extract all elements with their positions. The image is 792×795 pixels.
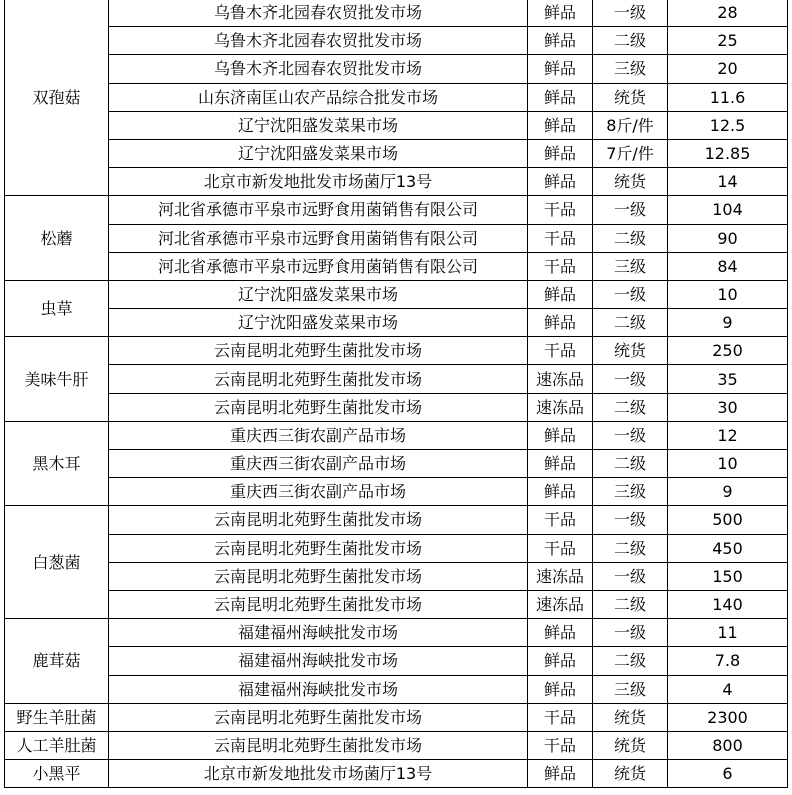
table-row	[5, 506, 788, 534]
form-cell: 鲜品	[528, 139, 593, 167]
price-cell: 150	[668, 562, 788, 590]
grade-cell: 一级	[593, 365, 668, 393]
table-row	[5, 703, 788, 731]
form-cell: 速冻品	[528, 562, 593, 590]
price-cell: 28	[668, 0, 788, 27]
table-row	[5, 83, 788, 111]
grade-cell: 一级	[593, 562, 668, 590]
table-row	[5, 27, 788, 55]
market-cell: 乌鲁木齐北园春农贸批发市场	[109, 0, 528, 27]
market-cell: 福建福州海峡批发市场	[109, 647, 528, 675]
market-cell: 河北省承德市平泉市远野食用菌销售有限公司	[109, 252, 528, 280]
form-cell: 干品	[528, 731, 593, 759]
price-cell: 250	[668, 337, 788, 365]
grade-cell: 二级	[593, 393, 668, 421]
table-body	[5, 0, 788, 788]
grade-cell: 二级	[593, 590, 668, 618]
grade-cell: 二级	[593, 224, 668, 252]
table-row	[5, 0, 788, 27]
table-row	[5, 55, 788, 83]
price-cell: 104	[668, 196, 788, 224]
price-cell: 12	[668, 421, 788, 449]
market-cell: 乌鲁木齐北园春农贸批发市场	[109, 27, 528, 55]
mushroom-name-cell: 美味牛肝	[5, 337, 109, 422]
form-cell: 鲜品	[528, 83, 593, 111]
market-cell: 云南昆明北苑野生菌批发市场	[109, 703, 528, 731]
mushroom-price-table	[4, 0, 788, 788]
mushroom-name-cell: 虫草	[5, 280, 109, 336]
market-cell: 辽宁沈阳盛发菜果市场	[109, 139, 528, 167]
grade-cell: 统货	[593, 83, 668, 111]
table-row	[5, 731, 788, 759]
grade-cell: 8斤/件	[593, 111, 668, 139]
mushroom-name-cell: 黑木耳	[5, 421, 109, 506]
form-cell: 鲜品	[528, 168, 593, 196]
form-cell: 鲜品	[528, 619, 593, 647]
mushroom-name-cell: 白葱菌	[5, 506, 109, 619]
grade-cell: 统货	[593, 703, 668, 731]
table-row	[5, 421, 788, 449]
mushroom-name-cell: 鹿茸菇	[5, 619, 109, 704]
grade-cell: 一级	[593, 421, 668, 449]
price-cell: 800	[668, 731, 788, 759]
mushroom-name-cell: 人工羊肚菌	[5, 731, 109, 759]
grade-cell: 一级	[593, 506, 668, 534]
table-row	[5, 196, 788, 224]
price-cell: 84	[668, 252, 788, 280]
form-cell: 鲜品	[528, 55, 593, 83]
form-cell: 鲜品	[528, 421, 593, 449]
form-cell: 鲜品	[528, 0, 593, 27]
price-cell: 450	[668, 534, 788, 562]
price-cell: 500	[668, 506, 788, 534]
grade-cell: 统货	[593, 760, 668, 788]
form-cell: 鲜品	[528, 27, 593, 55]
price-cell: 7.8	[668, 647, 788, 675]
form-cell: 干品	[528, 196, 593, 224]
price-cell: 10	[668, 280, 788, 308]
grade-cell: 7斤/件	[593, 139, 668, 167]
mushroom-name-cell: 双孢菇	[5, 0, 109, 196]
table-row	[5, 337, 788, 365]
price-cell: 90	[668, 224, 788, 252]
form-cell: 鲜品	[528, 309, 593, 337]
price-cell: 9	[668, 478, 788, 506]
market-cell: 河北省承德市平泉市远野食用菌销售有限公司	[109, 196, 528, 224]
form-cell: 鲜品	[528, 478, 593, 506]
form-cell: 干品	[528, 252, 593, 280]
market-cell: 山东济南匡山农产品综合批发市场	[109, 83, 528, 111]
market-cell: 福建福州海峡批发市场	[109, 619, 528, 647]
grade-cell: 统货	[593, 168, 668, 196]
table-row	[5, 478, 788, 506]
price-cell: 30	[668, 393, 788, 421]
market-cell: 云南昆明北苑野生菌批发市场	[109, 393, 528, 421]
form-cell: 干品	[528, 224, 593, 252]
form-cell: 速冻品	[528, 590, 593, 618]
grade-cell: 二级	[593, 647, 668, 675]
market-cell: 重庆西三街农副产品市场	[109, 450, 528, 478]
form-cell: 鲜品	[528, 111, 593, 139]
grade-cell: 三级	[593, 478, 668, 506]
table-row	[5, 111, 788, 139]
price-cell: 9	[668, 309, 788, 337]
grade-cell: 二级	[593, 534, 668, 562]
table-row	[5, 224, 788, 252]
table-row	[5, 760, 788, 788]
market-cell: 辽宁沈阳盛发菜果市场	[109, 111, 528, 139]
market-cell: 云南昆明北苑野生菌批发市场	[109, 506, 528, 534]
form-cell: 干品	[528, 703, 593, 731]
form-cell: 鲜品	[528, 760, 593, 788]
market-cell: 云南昆明北苑野生菌批发市场	[109, 534, 528, 562]
market-cell: 河北省承德市平泉市远野食用菌销售有限公司	[109, 224, 528, 252]
form-cell: 速冻品	[528, 393, 593, 421]
grade-cell: 统货	[593, 337, 668, 365]
table-row	[5, 534, 788, 562]
mushroom-name-cell: 小黑平	[5, 760, 109, 788]
grade-cell: 二级	[593, 309, 668, 337]
table-row	[5, 590, 788, 618]
price-cell: 11	[668, 619, 788, 647]
table-row	[5, 168, 788, 196]
grade-cell: 统货	[593, 731, 668, 759]
price-cell: 10	[668, 450, 788, 478]
form-cell: 鲜品	[528, 450, 593, 478]
price-cell: 2300	[668, 703, 788, 731]
grade-cell: 一级	[593, 196, 668, 224]
mushroom-name-cell: 野生羊肚菌	[5, 703, 109, 731]
price-cell: 14	[668, 168, 788, 196]
market-cell: 云南昆明北苑野生菌批发市场	[109, 365, 528, 393]
form-cell: 鲜品	[528, 280, 593, 308]
table-row	[5, 619, 788, 647]
market-cell: 云南昆明北苑野生菌批发市场	[109, 731, 528, 759]
form-cell: 干品	[528, 506, 593, 534]
table-row	[5, 252, 788, 280]
price-cell: 4	[668, 675, 788, 703]
market-cell: 福建福州海峡批发市场	[109, 675, 528, 703]
market-cell: 乌鲁木齐北园春农贸批发市场	[109, 55, 528, 83]
market-cell: 北京市新发地批发市场菌厅13号	[109, 168, 528, 196]
price-cell: 140	[668, 590, 788, 618]
price-cell: 25	[668, 27, 788, 55]
table-row	[5, 365, 788, 393]
table-row	[5, 450, 788, 478]
price-cell: 20	[668, 55, 788, 83]
price-cell: 12.85	[668, 139, 788, 167]
table-row	[5, 647, 788, 675]
market-cell: 云南昆明北苑野生菌批发市场	[109, 562, 528, 590]
form-cell: 鲜品	[528, 647, 593, 675]
grade-cell: 一级	[593, 0, 668, 27]
market-cell: 北京市新发地批发市场菌厅13号	[109, 760, 528, 788]
price-cell: 6	[668, 760, 788, 788]
grade-cell: 三级	[593, 675, 668, 703]
mushroom-name-cell: 松蘑	[5, 196, 109, 281]
market-cell: 重庆西三街农副产品市场	[109, 478, 528, 506]
grade-cell: 三级	[593, 252, 668, 280]
market-cell: 云南昆明北苑野生菌批发市场	[109, 337, 528, 365]
price-cell: 12.5	[668, 111, 788, 139]
table-row	[5, 562, 788, 590]
market-cell: 辽宁沈阳盛发菜果市场	[109, 309, 528, 337]
form-cell: 鲜品	[528, 675, 593, 703]
table-row	[5, 309, 788, 337]
form-cell: 速冻品	[528, 365, 593, 393]
table-row	[5, 675, 788, 703]
grade-cell: 二级	[593, 450, 668, 478]
price-cell: 35	[668, 365, 788, 393]
grade-cell: 二级	[593, 27, 668, 55]
price-cell: 11.6	[668, 83, 788, 111]
form-cell: 干品	[528, 337, 593, 365]
market-cell: 重庆西三街农副产品市场	[109, 421, 528, 449]
grade-cell: 三级	[593, 55, 668, 83]
table-row	[5, 393, 788, 421]
grade-cell: 一级	[593, 280, 668, 308]
grade-cell: 一级	[593, 619, 668, 647]
table-row	[5, 139, 788, 167]
market-cell: 辽宁沈阳盛发菜果市场	[109, 280, 528, 308]
market-cell: 云南昆明北苑野生菌批发市场	[109, 590, 528, 618]
table-row	[5, 280, 788, 308]
form-cell: 干品	[528, 534, 593, 562]
